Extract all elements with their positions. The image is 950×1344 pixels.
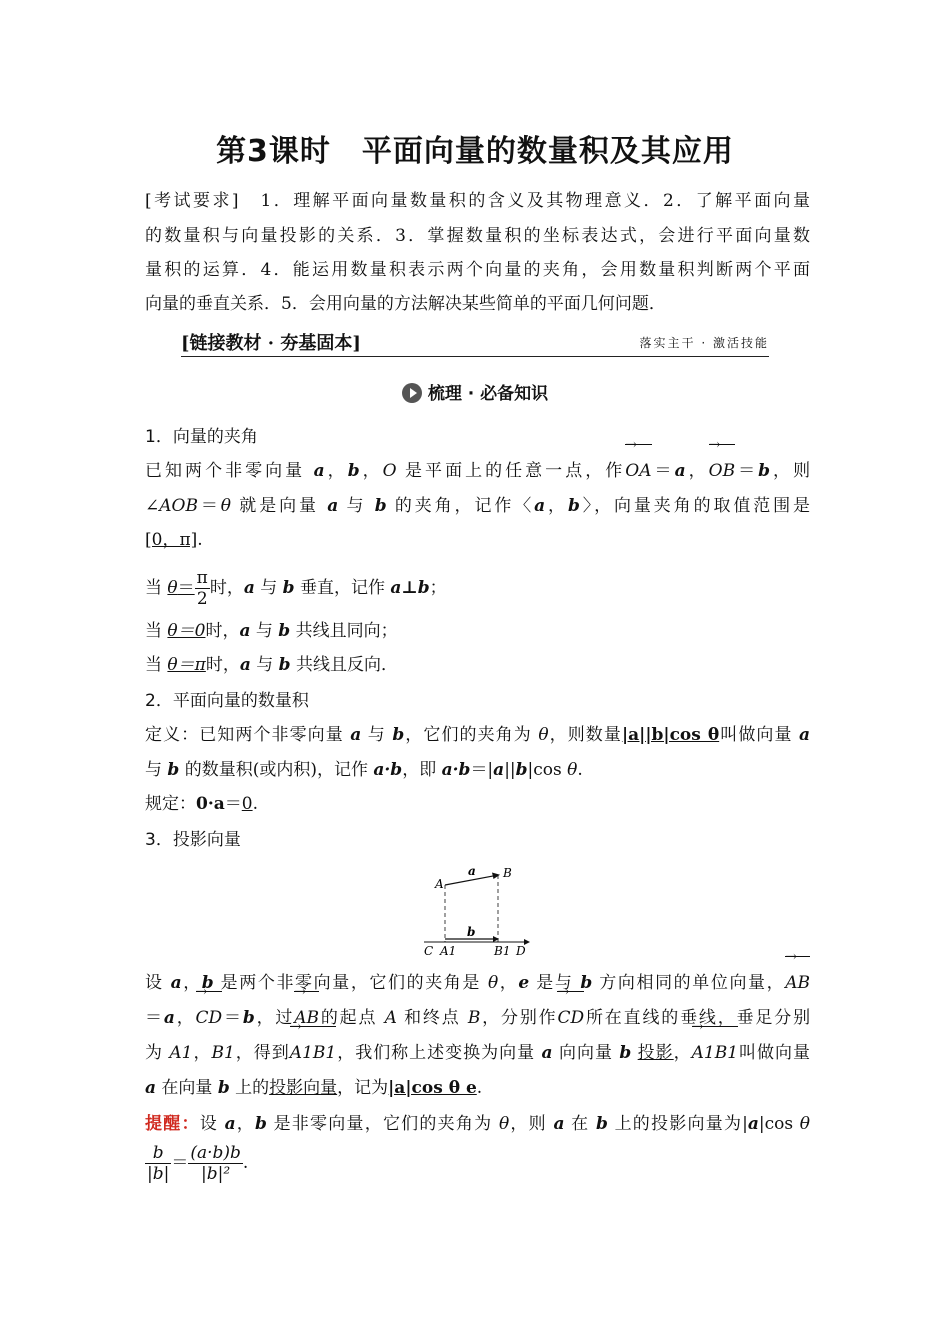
section-heading: [0, 379, 950, 404]
item2-heading: 2．平面向量的数量积: [145, 691, 309, 711]
banner-left-text: [链接教材 · 夯基固本]: [181, 333, 361, 354]
item1-case-same-direction: 当 θ＝0时，a 与 b 共线且同向；: [145, 621, 398, 641]
reminder-label: 提醒：: [145, 1114, 200, 1134]
dot-product-magnitude: |a||b|cos θ: [621, 725, 720, 745]
item1-paragraph-line-2: ∠AOB＝θ 就是向量 a 与 b 的夹角，记作〈a，b〉，向量夹角的取值范围是: [145, 496, 811, 516]
item1-case-perpendicular: 当 θ＝ $\frac{\pi}{2}$ 时，a 与 b 垂直，记作 a⊥b；: [145, 568, 447, 609]
item3-paragraph-line-4: a 在向量 b 上的投影向量，记为|a|cos θ e.: [145, 1078, 483, 1098]
item3-paragraph-line-1: 设 a，b 是两个非零向量，它们的夹角是 θ，e 是与 b 方向相同的单位向量，→ AB: [145, 971, 810, 995]
label-C: C: [424, 944, 434, 958]
reminder-line: 提醒：设 a，b 是非零向量，它们的夹角为 θ，则 a 在 b 上的投影向量为|a|cos θ: [145, 1114, 811, 1134]
item1-paragraph-line-3: [0，π].: [145, 530, 203, 550]
section-heading-text: 梳理 · 必备知识: [427, 384, 549, 404]
item2-definition-line-1: 定义：已知两个非零向量 a 与 b，它们的夹角为 θ，则数量|a||b|cos θ叫做向量 a: [145, 725, 811, 745]
play-icon: [402, 383, 422, 403]
item3-paragraph-line-2: ＝a，→ CD＝b，过→ AB的起点 A 和终点 B，分别作→ CD所在直线的垂线，垂足分别: [145, 1006, 810, 1030]
vector-cd: → CD: [196, 1006, 223, 1030]
vector-ab-arrowhead: [492, 873, 500, 880]
projection-vector-formula: |a|cos θ e: [388, 1078, 477, 1098]
vector-a1b1: → A1B1: [290, 1041, 336, 1065]
projection-figure: [420, 860, 540, 960]
item1-case-opposite-direction: 当 θ＝π时，a 与 b 共线且反向．: [145, 655, 398, 675]
label-a: a: [468, 864, 476, 878]
requirements-line-3: 量积的运算．4．能运用数量积表示两个向量的夹角，会用数量积判断两个平面: [145, 260, 810, 280]
item1-heading: 1．向量的夹角: [145, 427, 258, 447]
item3-heading: 3．投影向量: [145, 830, 241, 850]
label-B1: B1: [494, 944, 511, 958]
item2-rule: 规定：0·a＝0.: [145, 794, 258, 814]
fraction-projection: $\frac{(a\cdot b)b}{\text{|b|²}}$: [190, 1143, 241, 1184]
vector-ob: → OB: [709, 459, 735, 483]
item3-paragraph-line-3: 为 A1，B1，得到→ A1B1，我们称上述变换为向量 a 向向量 b 投影，→ A1B1叫做向量: [145, 1041, 810, 1065]
requirements-line-2: 的数量积与向量投影的关系．3．掌握数量积的坐标表达式，会进行平面向量数: [145, 226, 810, 246]
vector-ab: → AB: [785, 971, 810, 995]
label-b: b: [467, 925, 476, 939]
label-A: A: [435, 877, 444, 891]
reminder-formula: $\frac{b}{|b|}$ ＝ $\frac{(a\cdot b)b}{\text{|b|²}}$ .: [147, 1143, 249, 1184]
label-D: D: [516, 944, 526, 958]
label-A1: A1: [440, 944, 457, 958]
page-title: 第3课时 平面向量的数量积及其应用: [216, 134, 734, 169]
label-B: B: [503, 866, 512, 880]
requirements-line-4: 向量的垂直关系．5．会用向量的方法解决某些简单的平面几何问题．: [145, 294, 666, 314]
item2-definition-line-2: 与 b 的数量积(或内积)，记作 a·b，即 a·b＝|a||b|cos θ.: [145, 760, 583, 780]
section-banner: [181, 328, 769, 357]
fraction-b-over-norm-b: $\frac{b}{|b|}$: [147, 1143, 170, 1184]
vector-oa: → OA: [625, 459, 651, 483]
banner-right-text: 落实主干 · 激活技能: [639, 336, 769, 350]
requirements-line-1: [考试要求] 1．理解平面向量数量积的含义及其物理意义．2．了解平面向量: [145, 191, 810, 211]
angle-range: [0，π]: [145, 530, 198, 550]
fraction-pi-over-2: $\frac{\pi}{2}$: [196, 568, 208, 609]
item1-paragraph-line-1: 已知两个非零向量 a，b，O 是平面上的任意一点，作→ OA＝a，→ OB＝b，则: [145, 459, 810, 483]
